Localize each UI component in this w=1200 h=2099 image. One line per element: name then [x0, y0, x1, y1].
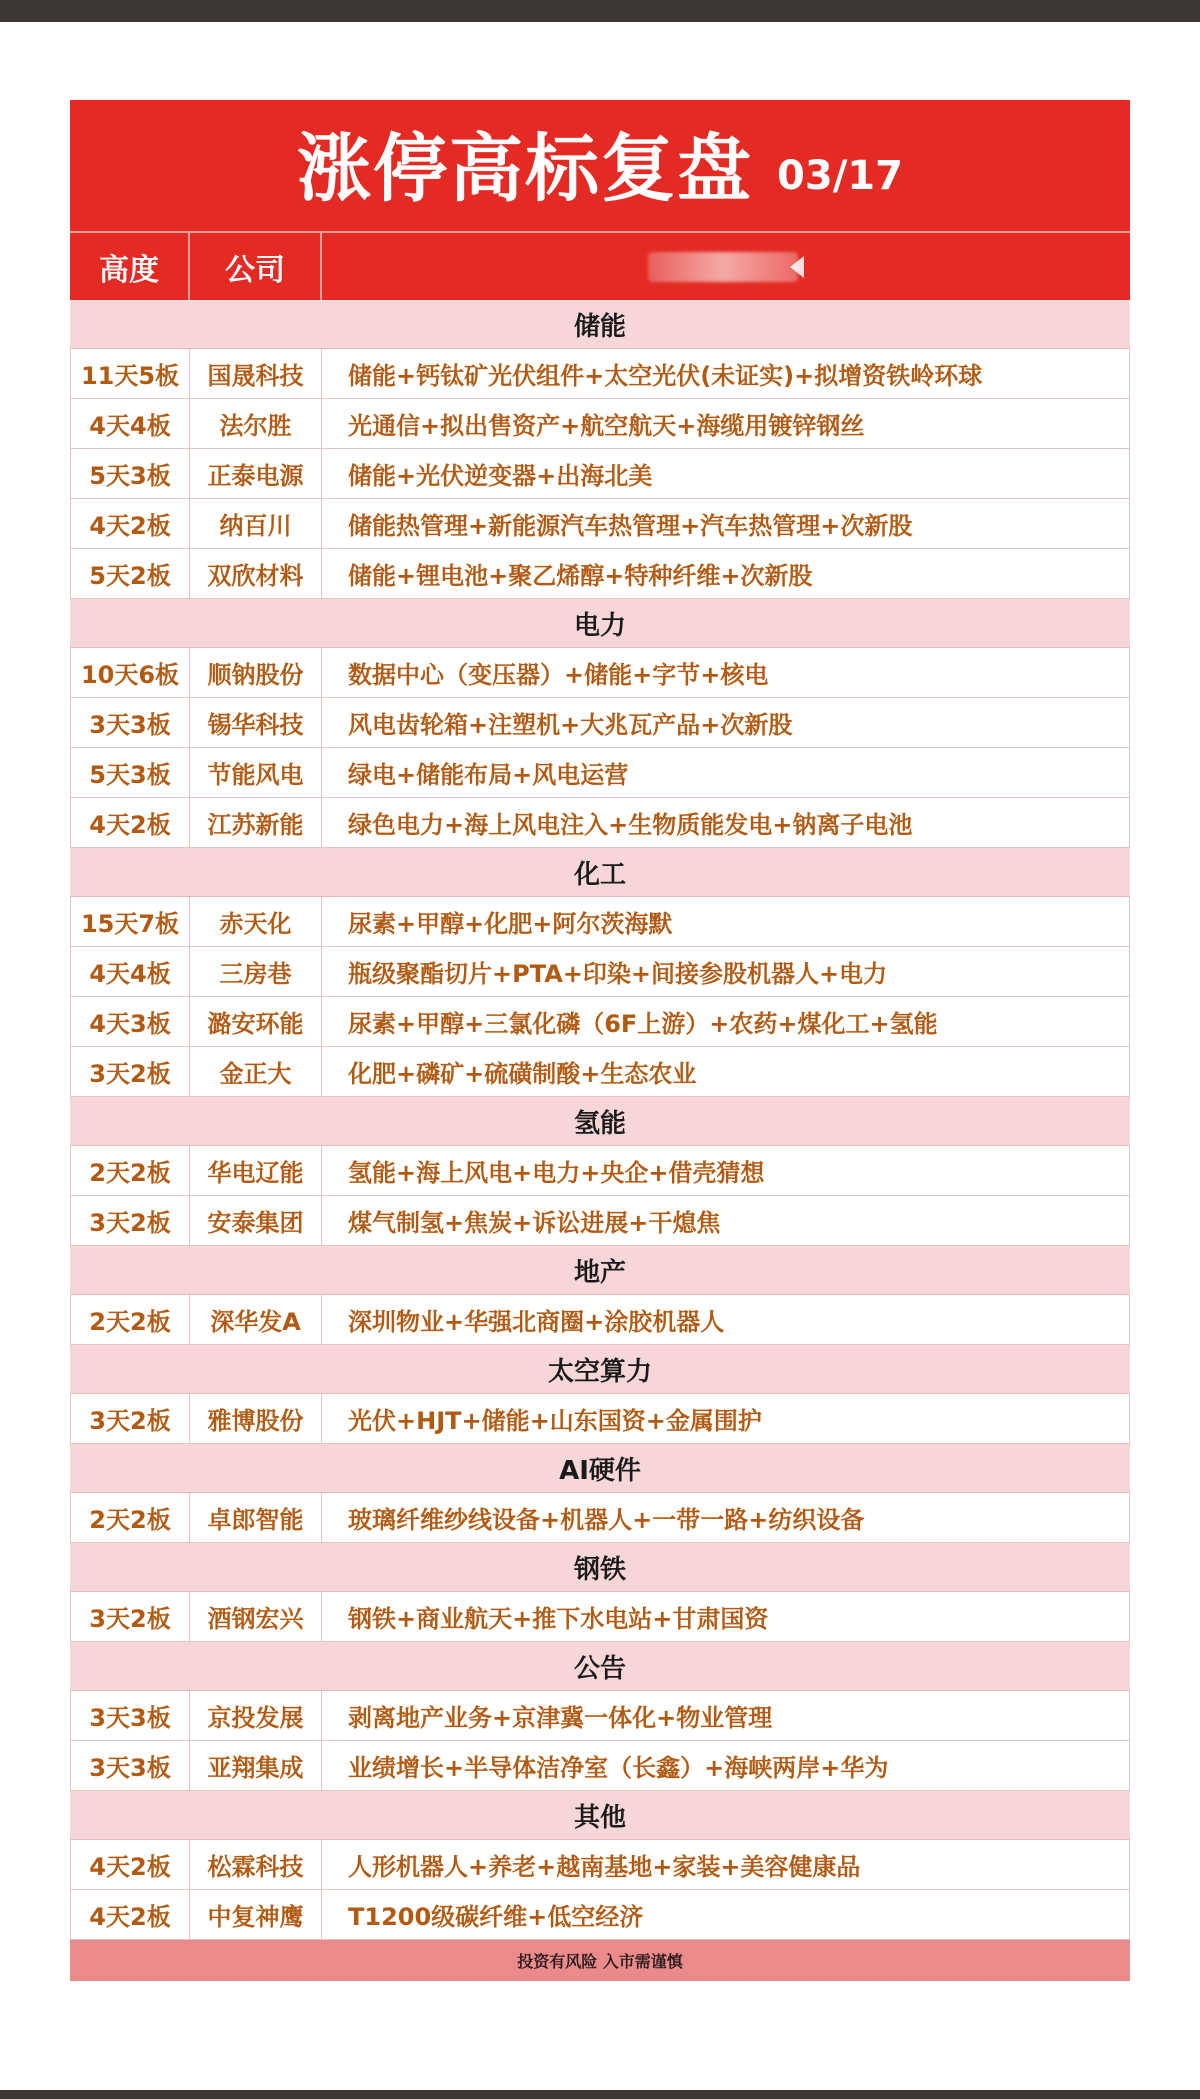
table-row [70, 698, 1130, 748]
table-row [70, 449, 1130, 499]
page-title: 涨停高标复盘 [297, 125, 754, 212]
cell-company: 正泰电源 [190, 449, 322, 498]
cell-company: 节能风电 [190, 748, 322, 797]
cell-company: 国晟科技 [190, 349, 322, 398]
cell-height: 5天2板 [70, 549, 190, 598]
section-header: 电力 [70, 599, 1130, 648]
table-body [70, 300, 1130, 1940]
cell-company: 顺钠股份 [190, 648, 322, 697]
cell-concept: 储能+钙钛矿光伏组件+太空光伏(未证实)+拟增资铁岭环球 [322, 349, 1130, 398]
cell-height: 2天2板 [70, 1146, 190, 1195]
cell-height: 2天2板 [70, 1295, 190, 1344]
cell-company: 江苏新能 [190, 798, 322, 847]
section-header: 钢铁 [70, 1543, 1130, 1592]
table-row [70, 1493, 1130, 1543]
cell-company: 松霖科技 [190, 1840, 322, 1889]
table-row [70, 648, 1130, 698]
cell-concept: 尿素+甲醇+化肥+阿尔茨海默 [322, 897, 1130, 946]
cell-company: 安泰集团 [190, 1196, 322, 1245]
table-row [70, 748, 1130, 798]
table-row [70, 1394, 1130, 1444]
cell-concept: 业绩增长+半导体洁净室（长鑫）+海峡两岸+华为 [322, 1741, 1130, 1790]
cell-height: 3天3板 [70, 1741, 190, 1790]
section-header: 氢能 [70, 1097, 1130, 1146]
section-header: 其他 [70, 1791, 1130, 1840]
column-header-concept [322, 233, 1130, 300]
cell-height: 3天2板 [70, 1592, 190, 1641]
section-header: AI硬件 [70, 1444, 1130, 1493]
blurred-watermark [648, 252, 798, 282]
cell-company: 三房巷 [190, 947, 322, 996]
table-row [70, 499, 1130, 549]
title-band [70, 100, 1130, 231]
cell-height: 10天6板 [70, 648, 190, 697]
table-row [70, 798, 1130, 848]
table-row [70, 549, 1130, 599]
footer-disclaimer: 投资有风险 入市需谨慎 [70, 1940, 1130, 1981]
section-header: 储能 [70, 300, 1130, 349]
table-row [70, 1146, 1130, 1196]
cell-concept: 剥离地产业务+京津冀一体化+物业管理 [322, 1691, 1130, 1740]
table-row [70, 947, 1130, 997]
column-header-height: 高度 [70, 233, 190, 300]
cell-company: 潞安环能 [190, 997, 322, 1046]
cell-concept: 绿色电力+海上风电注入+生物质能发电+钠离子电池 [322, 798, 1130, 847]
cell-company: 赤天化 [190, 897, 322, 946]
cell-height: 3天2板 [70, 1394, 190, 1443]
cell-company: 中复神鹰 [190, 1890, 322, 1939]
cell-concept: 氢能+海上风电+电力+央企+借壳猜想 [322, 1146, 1130, 1195]
cell-company: 亚翔集成 [190, 1741, 322, 1790]
table-row [70, 997, 1130, 1047]
cell-concept: 储能+光伏逆变器+出海北美 [322, 449, 1130, 498]
cell-company: 纳百川 [190, 499, 322, 548]
cell-concept: 煤气制氢+焦炭+诉讼进展+干熄焦 [322, 1196, 1130, 1245]
cell-concept: 储能+锂电池+聚乙烯醇+特种纤维+次新股 [322, 549, 1130, 598]
table-row [70, 1890, 1130, 1940]
cell-concept: 瓶级聚酯切片+PTA+印染+间接参股机器人+电力 [322, 947, 1130, 996]
cell-company: 酒钢宏兴 [190, 1592, 322, 1641]
cell-company: 法尔胜 [190, 399, 322, 448]
cell-concept: 风电齿轮箱+注塑机+大兆瓦产品+次新股 [322, 698, 1130, 747]
title-date: 03/17 [777, 152, 903, 199]
cell-height: 4天2板 [70, 798, 190, 847]
table-row [70, 1691, 1130, 1741]
cell-concept: 绿电+储能布局+风电运营 [322, 748, 1130, 797]
cell-concept: 光伏+HJT+储能+山东国资+金属围护 [322, 1394, 1130, 1443]
cell-company: 雅博股份 [190, 1394, 322, 1443]
cell-height: 5天3板 [70, 748, 190, 797]
cell-height: 15天7板 [70, 897, 190, 946]
section-header: 化工 [70, 848, 1130, 897]
cell-company: 深华发A [190, 1295, 322, 1344]
cell-concept: 玻璃纤维纱线设备+机器人+一带一路+纺织设备 [322, 1493, 1130, 1542]
cell-company: 华电辽能 [190, 1146, 322, 1195]
cell-height: 4天3板 [70, 997, 190, 1046]
table-row [70, 1592, 1130, 1642]
section-header: 公告 [70, 1642, 1130, 1691]
column-header-row [70, 231, 1130, 300]
cell-height: 4天4板 [70, 399, 190, 448]
column-header-company: 公司 [190, 233, 322, 300]
cell-height: 2天2板 [70, 1493, 190, 1542]
cell-concept: 化肥+磷矿+硫磺制酸+生态农业 [322, 1047, 1130, 1096]
cell-company: 金正大 [190, 1047, 322, 1096]
cell-concept: 储能热管理+新能源汽车热管理+汽车热管理+次新股 [322, 499, 1130, 548]
cell-height: 3天3板 [70, 698, 190, 747]
cell-height: 4天2板 [70, 1840, 190, 1889]
cell-concept: 深圳物业+华强北商圈+涂胶机器人 [322, 1295, 1130, 1344]
cell-height: 3天2板 [70, 1047, 190, 1096]
cell-concept: 光通信+拟出售资产+航空航天+海缆用镀锌钢丝 [322, 399, 1130, 448]
cell-company: 锡华科技 [190, 698, 322, 747]
cell-company: 京投发展 [190, 1691, 322, 1740]
table-row [70, 1840, 1130, 1890]
cell-concept: 尿素+甲醇+三氯化磷（6F上游）+农药+煤化工+氢能 [322, 997, 1130, 1046]
table-row [70, 1741, 1130, 1791]
limit-up-review-board [70, 100, 1130, 1981]
cell-concept: 钢铁+商业航天+推下水电站+甘肃国资 [322, 1592, 1130, 1641]
cell-height: 3天3板 [70, 1691, 190, 1740]
cell-height: 11天5板 [70, 349, 190, 398]
section-header: 地产 [70, 1246, 1130, 1295]
section-header: 太空算力 [70, 1345, 1130, 1394]
cell-company: 双欣材料 [190, 549, 322, 598]
cell-concept: T1200级碳纤维+低空经济 [322, 1890, 1130, 1939]
cell-height: 5天3板 [70, 449, 190, 498]
table-row [70, 349, 1130, 399]
table-row [70, 1047, 1130, 1097]
cell-height: 4天2板 [70, 499, 190, 548]
table-row [70, 1196, 1130, 1246]
cell-height: 3天2板 [70, 1196, 190, 1245]
cell-height: 4天4板 [70, 947, 190, 996]
table-row [70, 1295, 1130, 1345]
table-row [70, 399, 1130, 449]
cell-concept: 人形机器人+养老+越南基地+家装+美容健康品 [322, 1840, 1130, 1889]
cell-company: 卓郎智能 [190, 1493, 322, 1542]
top-status-bar [0, 0, 1200, 22]
cell-concept: 数据中心（变压器）+储能+字节+核电 [322, 648, 1130, 697]
bottom-bar [0, 2090, 1200, 2099]
table-row [70, 897, 1130, 947]
cell-height: 4天2板 [70, 1890, 190, 1939]
